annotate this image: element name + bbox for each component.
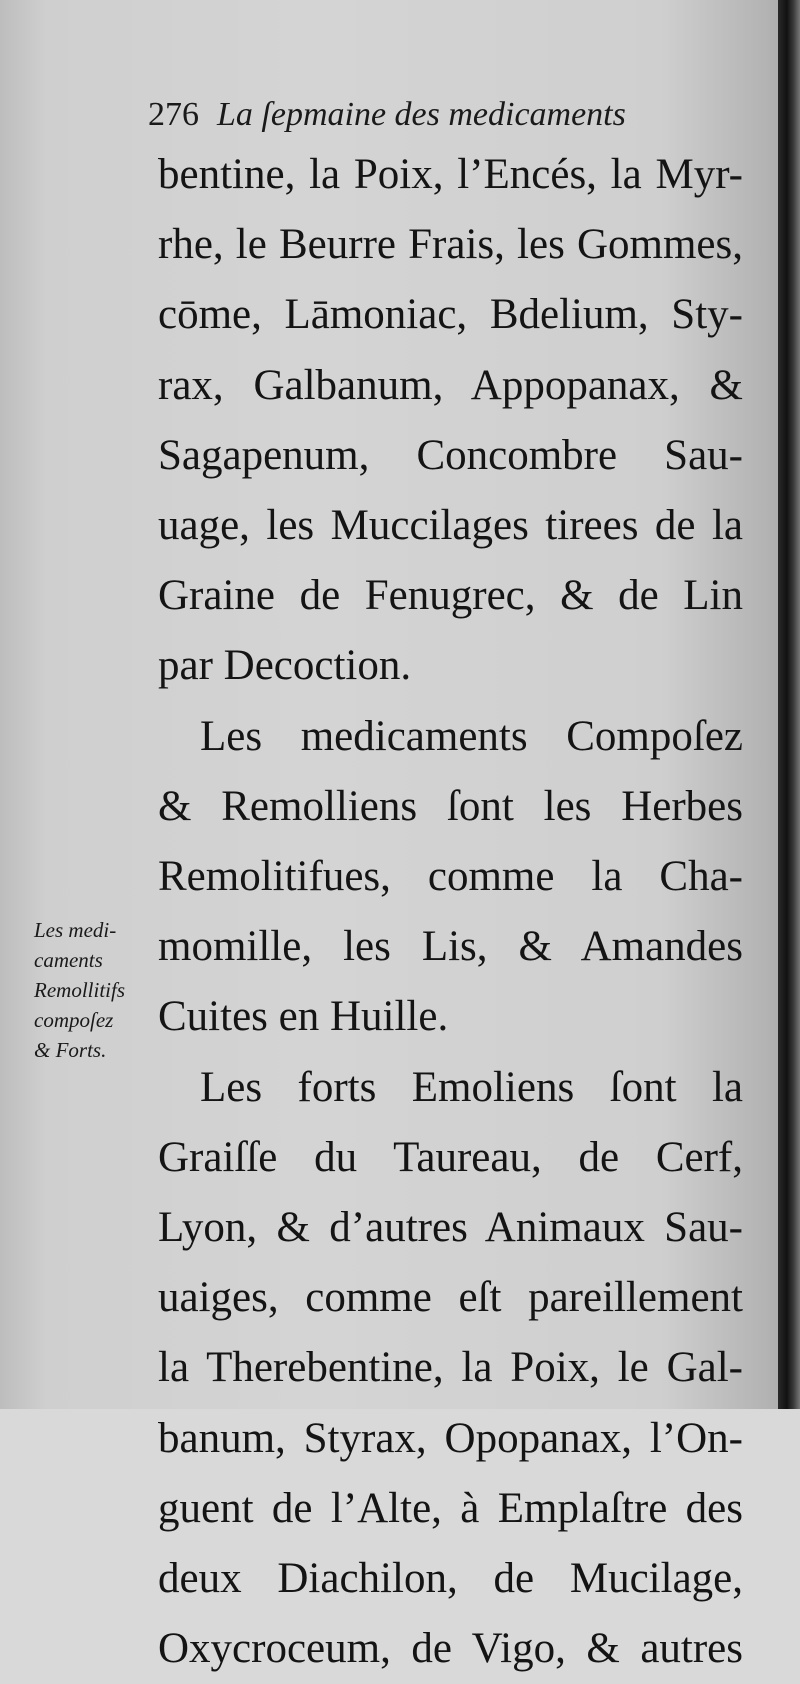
- margin-note-line: Les medi-: [34, 918, 117, 942]
- text-line: Remolitifues, comme la Cha-: [158, 853, 743, 901]
- margin-note-line: compoſez: [34, 1008, 114, 1032]
- text-line: par Decoction.: [158, 642, 412, 690]
- running-header: [148, 96, 708, 134]
- text-line: guent de l’Alte, à Emplaſtre des: [158, 1484, 743, 1532]
- text-line: & Remolliens ſont les Herbes: [158, 782, 743, 830]
- running-title: La ſepmaine des medicaments: [217, 96, 626, 133]
- text-line: Les medicaments Compoſez: [200, 712, 743, 760]
- margin-note-line: caments: [34, 948, 103, 972]
- text-line: deux Diachilon, de Mucilage,: [158, 1555, 743, 1603]
- text-line: Cuites en Huille.: [158, 993, 449, 1041]
- text-line: banum, Styrax, Opopanax, l’On-: [158, 1414, 743, 1462]
- text-line: uaiges, comme eſt pareillement: [158, 1274, 743, 1322]
- text-line: la Therebentine, la Poix, le Gal-: [158, 1344, 743, 1392]
- text-line: uage, les Muccilages tirees de la: [158, 502, 743, 550]
- page-edge-shadow: [778, 0, 800, 1409]
- margin-note-line: Remollitifs: [34, 978, 125, 1002]
- body-text: [158, 140, 743, 1684]
- text-line: rax, Galbanum, Appopanax, &: [158, 361, 743, 409]
- text-line: rhe, le Beurre Frais, les Gommes,: [158, 221, 743, 269]
- text-line: Oxycroceum, de Vigo, & autres: [158, 1625, 743, 1673]
- page-number: 276: [148, 96, 199, 133]
- text-line: Lyon, & d’autres Animaux Sau-: [158, 1204, 743, 1252]
- margin-note: [34, 915, 184, 1065]
- text-line: momille, les Lis, & Amandes: [158, 923, 743, 971]
- margin-note-line: & Forts.: [34, 1038, 107, 1062]
- text-line: cōme, Lāmoniac, Bdelium, Sty-: [158, 291, 743, 339]
- text-line: Sagapenum, Concombre Sau-: [158, 431, 743, 479]
- text-line: Graiſſe du Taureau, de Cerf,: [158, 1133, 743, 1181]
- text-line: bentine, la Poix, l’Encés, la Myr-: [158, 151, 743, 198]
- text-line: Graine de Fenugrec, & de Lin: [158, 572, 743, 620]
- text-line: Les forts Emoliens ſont la: [200, 1063, 743, 1111]
